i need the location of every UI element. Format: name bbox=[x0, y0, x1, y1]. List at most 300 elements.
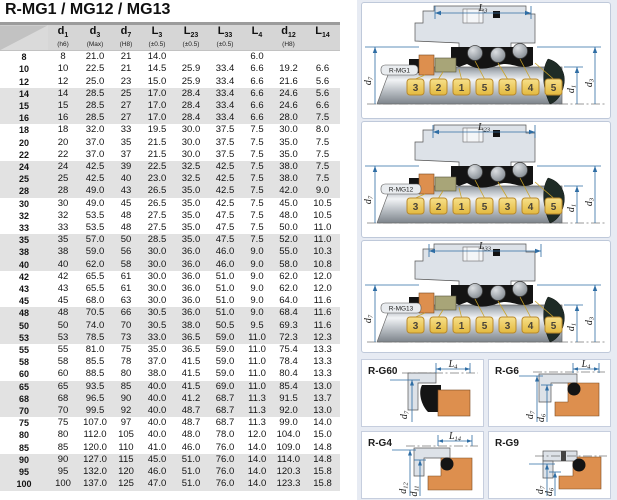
value-cell: 42.5 bbox=[215, 197, 235, 209]
row-label-cell: 55 bbox=[18, 345, 29, 356]
value-cell: 21.6 bbox=[279, 75, 298, 87]
row-label-cell: 15 bbox=[0, 100, 48, 112]
value-cell: 7.5 bbox=[305, 161, 340, 173]
value-cell: 36.5 bbox=[181, 344, 201, 356]
value-cell: 16 bbox=[48, 112, 78, 124]
value-cell: 13.0 bbox=[305, 381, 340, 393]
value-cell: 104.0 bbox=[276, 429, 301, 441]
value-cell bbox=[174, 51, 208, 64]
row-label-cell: 18 bbox=[18, 125, 29, 136]
value-cell: 35 bbox=[120, 136, 132, 148]
value-cell: 33.4 bbox=[215, 75, 235, 87]
row-label-cell: 20 bbox=[18, 137, 29, 148]
value-cell: 59.0 bbox=[215, 368, 235, 380]
value-cell: 7.5 bbox=[315, 148, 330, 160]
value-cell: 15.8 bbox=[305, 466, 340, 478]
value-cell: 11.0 bbox=[305, 234, 340, 246]
table-row bbox=[0, 161, 340, 173]
value-cell: 127.0 bbox=[78, 454, 112, 466]
value-cell: 68.4 bbox=[272, 307, 305, 319]
value-cell: 51.0 bbox=[215, 270, 235, 282]
table-row bbox=[0, 405, 340, 417]
value-cell: 11.0 bbox=[248, 368, 266, 380]
value-cell: 37.0 bbox=[85, 148, 105, 160]
svg-text:R-G4: R-G4 bbox=[368, 438, 392, 449]
value-cell: 32.5 bbox=[174, 161, 208, 173]
value-cell: 58.0 bbox=[272, 259, 305, 271]
value-cell: 36.0 bbox=[181, 283, 201, 295]
value-cell: 13.3 bbox=[313, 368, 332, 380]
row-label-cell: 85 bbox=[18, 442, 29, 453]
row-label-cell: 53 bbox=[0, 332, 48, 344]
table-row bbox=[0, 295, 340, 307]
value-cell: 21.0 bbox=[85, 51, 105, 63]
row-label-cell: 75 bbox=[18, 418, 29, 429]
value-cell: 38.0 bbox=[272, 161, 305, 173]
value-cell: 51.0 bbox=[174, 466, 208, 478]
value-cell: 9.0 bbox=[250, 283, 264, 295]
row-label-cell: 48 bbox=[0, 307, 48, 319]
value-cell: 27 bbox=[112, 100, 140, 112]
value-cell: 40.0 bbox=[147, 429, 167, 441]
value-cell: 48 bbox=[120, 209, 132, 221]
table-row bbox=[0, 124, 340, 136]
value-cell: 62.0 bbox=[279, 270, 298, 282]
row-label-cell: 80 bbox=[18, 430, 29, 441]
value-cell: 55 bbox=[57, 344, 69, 356]
value-cell bbox=[272, 51, 305, 64]
value-cell: 36.0 bbox=[174, 307, 208, 319]
table-row bbox=[0, 429, 340, 441]
row-label-cell: 65 bbox=[0, 381, 48, 393]
value-cell: 7.5 bbox=[242, 161, 272, 173]
table-row bbox=[0, 368, 340, 380]
value-cell: 109.0 bbox=[276, 441, 301, 453]
diagram-box-rmg12 bbox=[361, 121, 611, 238]
value-cell: 7.5 bbox=[242, 185, 272, 197]
row-label-cell: 42 bbox=[18, 271, 29, 282]
value-cell: 15.8 bbox=[305, 478, 340, 490]
value-cell: 12.0 bbox=[247, 429, 267, 441]
value-cell: 27.5 bbox=[147, 209, 167, 221]
value-cell: 9.0 bbox=[305, 185, 340, 197]
table-row bbox=[0, 307, 340, 319]
value-cell: 6.6 bbox=[242, 100, 272, 112]
value-cell: 28 bbox=[48, 185, 78, 197]
table-row bbox=[0, 112, 340, 124]
value-cell: 52.0 bbox=[272, 234, 305, 246]
value-cell: 8 bbox=[60, 51, 66, 63]
value-cell: 33.4 bbox=[208, 88, 242, 100]
value-cell: 99.0 bbox=[279, 417, 298, 429]
value-cell: 45.0 bbox=[279, 197, 298, 209]
value-cell: 85.5 bbox=[85, 356, 105, 368]
row-label-cell: 68 bbox=[0, 393, 48, 405]
value-cell: 14.0 bbox=[247, 441, 267, 453]
value-cell: 75 bbox=[120, 344, 132, 356]
seat-box-rg6 bbox=[488, 359, 611, 427]
value-cell: 63 bbox=[120, 295, 132, 307]
svg-text:d6: d6 bbox=[544, 487, 556, 497]
rg4-diagram bbox=[362, 432, 483, 498]
value-cell: 78.4 bbox=[279, 356, 298, 368]
value-cell: 96.5 bbox=[78, 393, 112, 405]
svg-text:d7: d7 bbox=[525, 410, 537, 420]
value-cell: 58 bbox=[112, 259, 140, 271]
value-cell: 14.8 bbox=[313, 441, 332, 453]
value-cell: 12 bbox=[57, 75, 69, 87]
value-cell bbox=[208, 51, 242, 64]
value-cell: 40 bbox=[112, 173, 140, 185]
table-row bbox=[0, 222, 340, 234]
value-cell: 28.4 bbox=[174, 100, 208, 112]
value-cell: 28.4 bbox=[174, 88, 208, 100]
value-cell: 8.0 bbox=[315, 124, 330, 136]
model-tag bbox=[381, 303, 421, 313]
value-cell: 120.0 bbox=[83, 441, 107, 453]
value-cell: 35.0 bbox=[174, 185, 208, 197]
row-label-cell: 28 bbox=[0, 185, 48, 197]
value-cell: 38 bbox=[48, 246, 78, 258]
value-cell: 11.6 bbox=[313, 295, 332, 307]
value-cell: 42.0 bbox=[272, 185, 305, 197]
value-cell: 30.0 bbox=[279, 124, 298, 136]
value-cell: 17.0 bbox=[140, 100, 174, 112]
value-cell: 38.0 bbox=[272, 173, 305, 185]
model-tag bbox=[381, 184, 421, 194]
table-row bbox=[0, 442, 340, 454]
value-cell: 26.5 bbox=[140, 185, 174, 197]
value-cell: 30.5 bbox=[140, 320, 174, 332]
diagram-box-rmg1 bbox=[361, 2, 611, 119]
value-cell: 40.0 bbox=[147, 417, 167, 429]
value-cell: 13.3 bbox=[313, 356, 332, 368]
value-cell: 24 bbox=[48, 161, 78, 173]
value-cell: 13.0 bbox=[305, 405, 340, 417]
value-cell: 9.0 bbox=[250, 295, 264, 307]
value-cell: 37.5 bbox=[215, 148, 235, 160]
table-header-row bbox=[0, 24, 340, 51]
dimension-l4 bbox=[573, 360, 599, 373]
column-header: $d_3$ (Max) bbox=[78, 24, 112, 51]
row-label-cell: 95 bbox=[0, 466, 48, 478]
value-cell: 65.5 bbox=[85, 270, 105, 282]
svg-text:d6: d6 bbox=[536, 413, 548, 423]
value-cell: 93.5 bbox=[78, 381, 112, 393]
value-cell: 110 bbox=[118, 441, 134, 453]
page-title: R-MG1 / MG12 / MG13 bbox=[5, 1, 171, 18]
value-cell: 37 bbox=[120, 148, 132, 160]
value-cell: 36.0 bbox=[181, 295, 201, 307]
value-cell: 115 bbox=[112, 454, 140, 466]
table-row bbox=[0, 356, 340, 368]
value-cell: 65 bbox=[48, 381, 78, 393]
value-cell: 15 bbox=[48, 100, 78, 112]
value-cell: 33 bbox=[120, 124, 132, 136]
value-cell: 11.3 bbox=[242, 405, 272, 417]
value-cell: 14.5 bbox=[147, 63, 167, 75]
table-row bbox=[0, 51, 340, 64]
value-cell: 6.6 bbox=[242, 88, 272, 100]
value-cell: 48.0 bbox=[279, 209, 298, 221]
value-cell: 105 bbox=[118, 429, 134, 441]
row-label-cell: 33 bbox=[18, 223, 29, 234]
table-row bbox=[0, 210, 340, 222]
value-cell: 24.6 bbox=[272, 88, 305, 100]
value-cell: 65.5 bbox=[85, 283, 105, 295]
table-row bbox=[0, 259, 340, 271]
value-cell: 28.5 bbox=[78, 112, 112, 124]
dimension-table-body bbox=[0, 51, 340, 491]
value-cell: 11.6 bbox=[305, 307, 340, 319]
value-cell: 11.3 bbox=[242, 393, 272, 405]
row-label-cell: 24 bbox=[0, 161, 48, 173]
value-cell: 30.0 bbox=[140, 259, 174, 271]
value-cell: 22.5 bbox=[85, 63, 105, 75]
value-cell: 14.0 bbox=[242, 454, 272, 466]
value-cell: 21 bbox=[120, 51, 132, 63]
value-cell: 9.0 bbox=[242, 246, 272, 258]
rg6-diagram bbox=[489, 360, 610, 426]
value-cell: 35.0 bbox=[279, 148, 298, 160]
value-cell: 14 bbox=[48, 88, 78, 100]
value-cell: 33.4 bbox=[208, 100, 242, 112]
table-row bbox=[0, 283, 340, 295]
value-cell: 36.5 bbox=[174, 332, 208, 344]
rg60-diagram bbox=[362, 360, 483, 426]
value-cell: 11.0 bbox=[242, 381, 272, 393]
value-cell: 55.0 bbox=[272, 246, 305, 258]
value-cell: 28.5 bbox=[78, 88, 112, 100]
value-cell: 36.0 bbox=[181, 270, 201, 282]
value-cell: 114.0 bbox=[272, 454, 305, 466]
value-cell: 53 bbox=[48, 332, 78, 344]
table-row bbox=[0, 137, 340, 149]
value-cell: 37.0 bbox=[147, 356, 167, 368]
value-cell: 6.6 bbox=[250, 63, 264, 75]
value-cell: 38.0 bbox=[174, 320, 208, 332]
value-cell: 32.0 bbox=[85, 124, 105, 136]
value-cell: 76.0 bbox=[208, 478, 242, 490]
value-cell: 28.5 bbox=[140, 234, 174, 246]
svg-text:R-G60: R-G60 bbox=[368, 366, 398, 377]
value-cell: 100 bbox=[48, 478, 78, 490]
value-cell: 64.0 bbox=[279, 295, 298, 307]
value-cell: 49.0 bbox=[78, 185, 112, 197]
value-cell: 14.8 bbox=[305, 454, 340, 466]
value-cell: 35.0 bbox=[181, 197, 201, 209]
value-cell: 30.0 bbox=[181, 136, 201, 148]
value-cell: 7.5 bbox=[250, 222, 264, 234]
value-cell: 69.0 bbox=[208, 381, 242, 393]
value-cell: 7.5 bbox=[250, 197, 264, 209]
row-label-cell: 70 bbox=[0, 405, 48, 417]
row-label-cell: 90 bbox=[0, 454, 48, 466]
column-header: $L_{23}$ (±0.5) bbox=[174, 24, 208, 51]
row-label-cell: 38 bbox=[0, 246, 48, 258]
dimension-table-container bbox=[0, 22, 356, 491]
seat-box-rg9 bbox=[488, 431, 611, 499]
value-cell: 72.3 bbox=[272, 332, 305, 344]
value-cell: 95 bbox=[48, 466, 78, 478]
value-cell: 9.0 bbox=[250, 270, 264, 282]
value-cell: 45.0 bbox=[140, 454, 174, 466]
value-cell: 25.0 bbox=[85, 75, 105, 87]
column-header: $L_3$ (±0.5) bbox=[140, 24, 174, 51]
value-cell: 99.5 bbox=[78, 405, 112, 417]
value-cell: 30.5 bbox=[140, 307, 174, 319]
value-cell: 91.5 bbox=[272, 393, 305, 405]
value-cell: 35 bbox=[48, 234, 78, 246]
value-cell: 47.0 bbox=[140, 478, 174, 490]
value-cell: 59.0 bbox=[215, 344, 235, 356]
value-cell: 66 bbox=[112, 307, 140, 319]
table-row bbox=[0, 246, 340, 258]
value-cell: 59.0 bbox=[208, 332, 242, 344]
value-cell: 17.0 bbox=[140, 88, 174, 100]
value-cell: 42 bbox=[57, 270, 69, 282]
value-cell: 36.0 bbox=[174, 246, 208, 258]
value-cell: 6.6 bbox=[242, 112, 272, 124]
value-cell: 48 bbox=[120, 222, 132, 234]
column-header: $L_{33}$ (±0.5) bbox=[208, 24, 242, 51]
value-cell: 14.0 bbox=[242, 478, 272, 490]
svg-text:d11: d11 bbox=[409, 485, 421, 497]
diagram-box-rmg13 bbox=[361, 240, 611, 353]
value-cell: 24.6 bbox=[272, 100, 305, 112]
value-cell: 47.5 bbox=[215, 209, 235, 221]
value-cell: 7.5 bbox=[242, 234, 272, 246]
value-cell: 33 bbox=[57, 222, 69, 234]
table-row bbox=[0, 88, 340, 100]
value-cell: 25.9 bbox=[181, 75, 201, 87]
value-cell: 14.0 bbox=[147, 51, 167, 63]
value-cell: 28.0 bbox=[272, 112, 305, 124]
value-cell: 7.5 bbox=[305, 173, 340, 185]
value-cell: 78.5 bbox=[78, 332, 112, 344]
value-cell: 35.0 bbox=[147, 344, 167, 356]
diagram-panel bbox=[357, 0, 617, 500]
value-cell: 14.0 bbox=[313, 417, 332, 429]
row-label-cell: 43 bbox=[18, 284, 29, 295]
value-cell: 11.0 bbox=[248, 344, 266, 356]
row-label-cell: 30 bbox=[18, 198, 29, 209]
value-cell: 21.5 bbox=[147, 136, 167, 148]
value-cell: 33.0 bbox=[140, 332, 174, 344]
value-cell: 28.5 bbox=[78, 100, 112, 112]
value-cell: 7.5 bbox=[305, 112, 340, 124]
value-cell: 41.5 bbox=[181, 356, 201, 368]
value-cell: 42.5 bbox=[78, 161, 112, 173]
value-cell: 56 bbox=[112, 246, 140, 258]
value-cell: 23 bbox=[120, 75, 132, 87]
value-cell: 9.0 bbox=[242, 307, 272, 319]
value-cell: 51.0 bbox=[174, 478, 208, 490]
value-cell: 10.5 bbox=[313, 197, 332, 209]
value-cell: 46.0 bbox=[208, 259, 242, 271]
value-cell: 53.5 bbox=[85, 209, 105, 221]
value-cell: 46.0 bbox=[140, 466, 174, 478]
value-cell: 30.0 bbox=[181, 124, 201, 136]
value-cell: 92 bbox=[112, 405, 140, 417]
svg-text:d7: d7 bbox=[535, 485, 547, 495]
table-row bbox=[0, 63, 340, 75]
value-cell: 28.4 bbox=[174, 112, 208, 124]
value-cell: 41.5 bbox=[181, 368, 201, 380]
value-cell: 47.5 bbox=[215, 222, 235, 234]
value-cell: 90 bbox=[112, 393, 140, 405]
value-cell: 22 bbox=[57, 148, 69, 160]
value-cell: 107.0 bbox=[83, 417, 107, 429]
value-cell: 50 bbox=[48, 320, 78, 332]
value-cell: 13.3 bbox=[313, 344, 332, 356]
value-cell: 70 bbox=[48, 405, 78, 417]
value-cell: 85.4 bbox=[272, 381, 305, 393]
row-label-cell: 14 bbox=[0, 88, 48, 100]
svg-text:R-G6: R-G6 bbox=[495, 366, 519, 377]
column-header: $L_{14}$ bbox=[305, 24, 340, 51]
table-row bbox=[0, 185, 340, 197]
value-cell: 11.3 bbox=[248, 417, 266, 429]
svg-text:L4: L4 bbox=[448, 360, 458, 371]
value-cell: 48.7 bbox=[174, 405, 208, 417]
value-cell: 75.4 bbox=[279, 344, 298, 356]
value-cell: 92.0 bbox=[272, 405, 305, 417]
value-cell: 35.0 bbox=[279, 136, 298, 148]
value-cell: 70.5 bbox=[78, 307, 112, 319]
value-cell: 7.5 bbox=[250, 136, 264, 148]
value-cell: 48 bbox=[48, 307, 78, 319]
value-cell: 25.9 bbox=[181, 63, 201, 75]
value-cell: 9.0 bbox=[242, 259, 272, 271]
value-cell: 9.5 bbox=[242, 320, 272, 332]
value-cell: 78.0 bbox=[215, 429, 235, 441]
value-cell: 30.0 bbox=[147, 295, 167, 307]
value-cell: 90 bbox=[48, 454, 78, 466]
table-row bbox=[0, 393, 340, 405]
value-cell: 137.0 bbox=[78, 478, 112, 490]
table-row bbox=[0, 466, 340, 478]
value-cell: 35.0 bbox=[181, 209, 201, 221]
svg-text:L4: L4 bbox=[581, 360, 591, 371]
value-cell: 42.5 bbox=[208, 173, 242, 185]
row-label-cell: 40 bbox=[0, 259, 48, 271]
model-tag bbox=[381, 65, 418, 75]
row-label-cell: 45 bbox=[18, 296, 29, 307]
table-row bbox=[0, 381, 340, 393]
value-cell: 61 bbox=[120, 283, 132, 295]
rmg1-diagram bbox=[363, 3, 609, 116]
value-cell: 123.3 bbox=[272, 478, 305, 490]
value-cell: 11.0 bbox=[242, 332, 272, 344]
value-cell: 6.0 bbox=[250, 51, 264, 63]
value-cell: 30.0 bbox=[147, 270, 167, 282]
table-row bbox=[0, 149, 340, 161]
rmg13-diagram bbox=[363, 241, 609, 354]
value-cell: 50.0 bbox=[279, 222, 298, 234]
value-cell: 12.0 bbox=[313, 270, 332, 282]
table-row bbox=[0, 100, 340, 112]
dimension-l4 bbox=[436, 360, 470, 373]
value-cell: 53.5 bbox=[85, 222, 105, 234]
value-cell: 68.7 bbox=[215, 417, 235, 429]
value-cell: 43 bbox=[112, 185, 140, 197]
value-cell: 36.0 bbox=[174, 259, 208, 271]
value-cell: 6.6 bbox=[250, 75, 264, 87]
value-cell: 17.0 bbox=[140, 112, 174, 124]
row-label-cell: 12 bbox=[18, 76, 29, 87]
value-cell: 41.0 bbox=[147, 441, 167, 453]
